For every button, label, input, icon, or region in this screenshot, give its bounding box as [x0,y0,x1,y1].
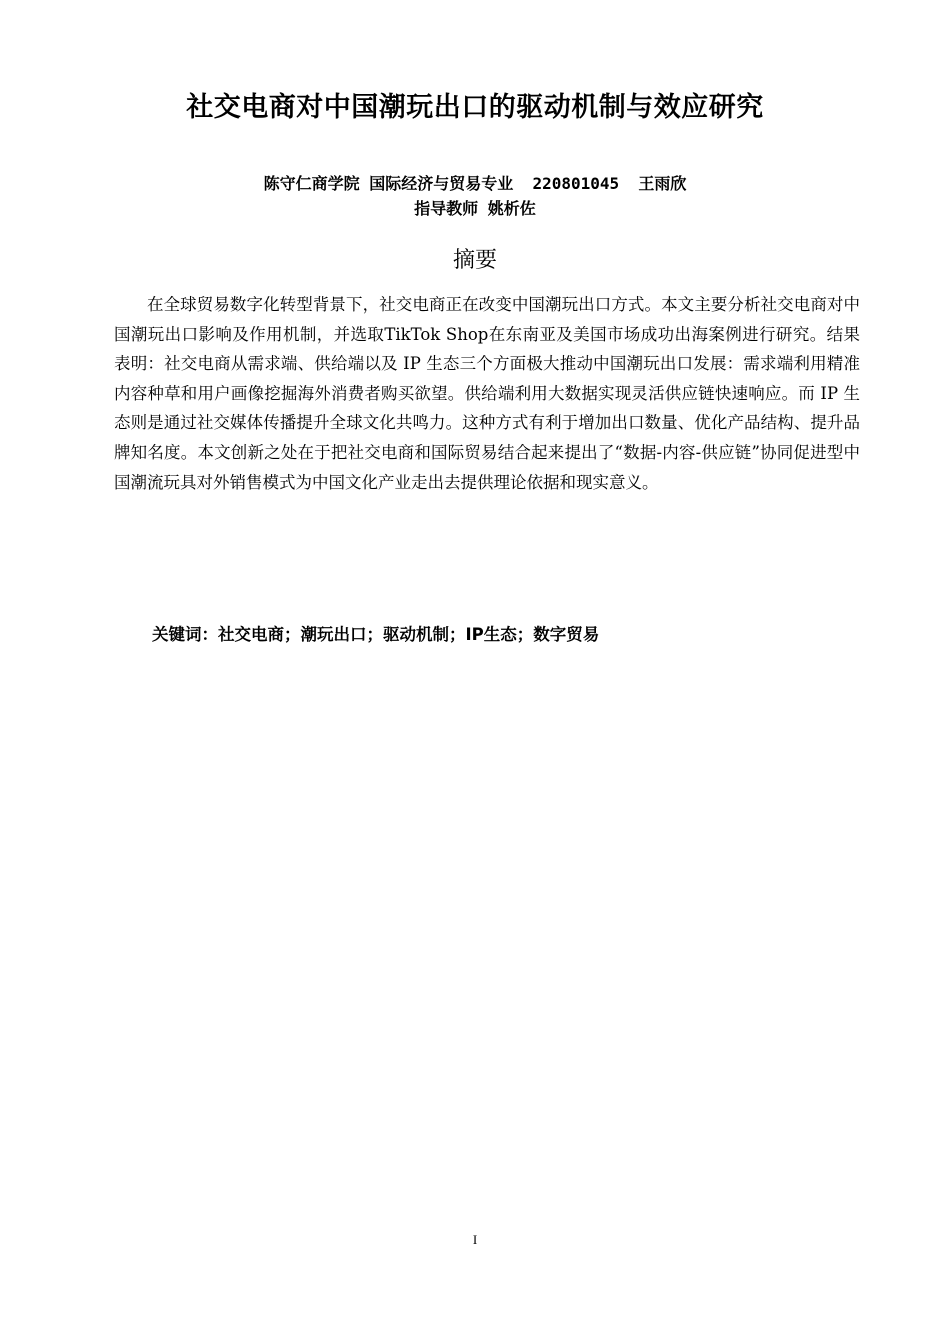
abstract-body: 在全球贸易数字化转型背景下，社交电商正在改变中国潮玩出口方式。本文主要分析社交电商对中国潮玩出口影响及作用机制，并选取TikTok Shop在东南亚及美国市场成功出海案例进行研究。结果表明：社交电商从需求端、供给端以及 IP 生态三个方面极大推动中国潮玩出口发展：需求端利用精准内容种草和用户画像挖掘海外消费者购买欲望。供给端利用大数据实现灵活供应链快速响应。而 IP 生态则是通过社交媒体传播提升全球文化共鸣力。这种方式有利于增加出口数量、优化产品结构、提升品牌知名度。本文创新之处在于把社交电商和国际贸易结合起来提出了“数据-内容-供应链”协同促进型中国潮流玩具对外销售模式为中国文化产业走出去提供理论依据和现实意义。 [114,295,860,492]
page-number: I [472,1232,478,1247]
paper-title: 社交电商对中国潮玩出口的驱动机制与效应研究 [186,92,764,123]
author-info: 陈守仁商学院 国际经济与贸易专业 220801045 王雨欣 [263,174,687,193]
keywords: 关键词：社交电商；潮玩出口；驱动机制；IP生态；数字贸易 [152,625,600,644]
advisor-info: 指导教师 姚析佐 [414,199,536,218]
abstract-heading: 摘要 [452,248,497,273]
